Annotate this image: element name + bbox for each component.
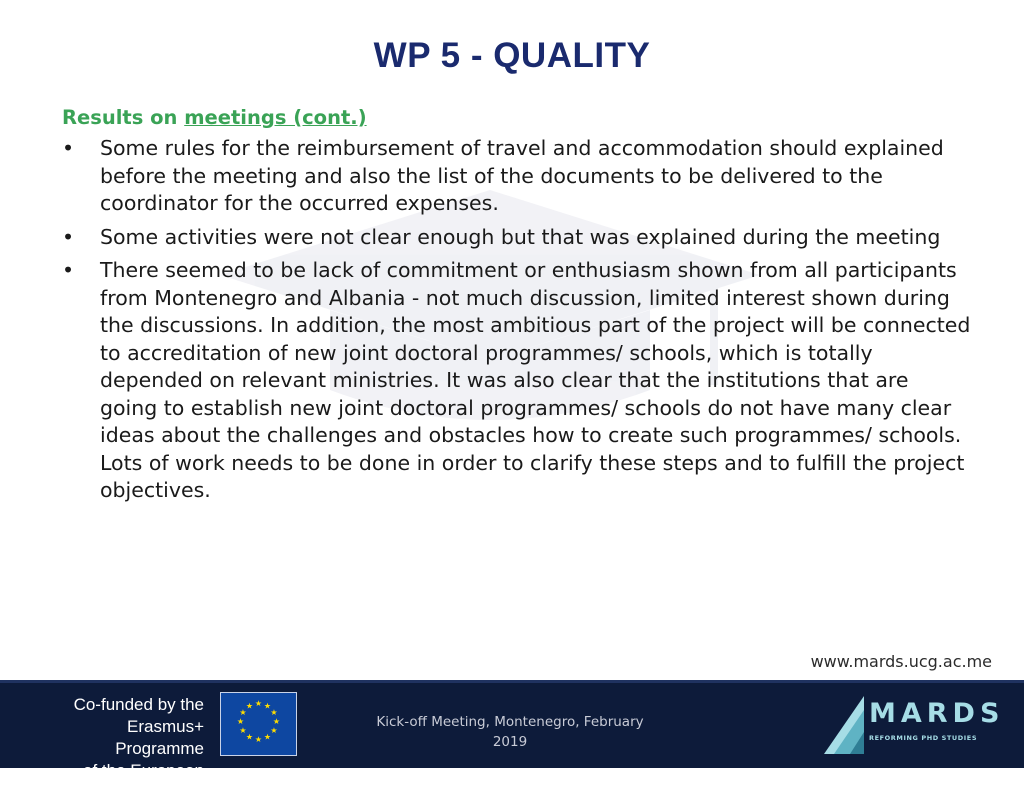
bullet-dot: •: [62, 136, 75, 160]
cofunded-line: Erasmus+ Programme: [115, 717, 204, 758]
bullet-dot: •: [62, 258, 75, 282]
svg-text:★: ★: [245, 732, 254, 742]
cofunded-line: of the European Union: [83, 761, 204, 802]
footer-bar: [0, 680, 1024, 802]
svg-text:★: ★: [272, 717, 281, 726]
slide-content: [62, 104, 972, 511]
section-subtitle: [62, 104, 972, 131]
svg-text:★: ★: [254, 699, 263, 708]
bullet-text: Some activities were not clear enough but that was explained during the meeting: [100, 224, 941, 249]
svg-text:★: ★: [263, 701, 272, 711]
eu-flag-icon: [220, 692, 297, 756]
bullet-text: There seemed to be lack of commitment or enthusiasm shown from all participants from Montenegro and Albania - not much discussion, limited interest shown during the discussions. In addition, the most ambitious part of the project will be connected to accreditation of new joint doctoral programmes/ schools, which is totally depended on relevant ministries. It was also clear that the institutions that are going to establish new joint doctoral programmes/ schools do not have many clear ideas about the challenges and obstacles how to create such programmes/ schools. Lots of work needs to be done in order to clarify these steps and to fulfill the project objectives.: [100, 258, 971, 502]
event-caption: [360, 712, 660, 752]
footer-stripe: [0, 680, 1024, 683]
bullet-dot: •: [62, 224, 75, 249]
event-line: Kick-off Meeting, Montenegro, February: [376, 714, 644, 730]
slide-title: WP 5 - QUALITY: [373, 36, 651, 75]
event-line: 2019: [492, 734, 528, 750]
bullet-text: Some rules for the reimbursement of travel and accommodation should explained before the meeting and also the list of the documents to be delivered to the coordinator for the occurred expenses.: [100, 136, 944, 215]
bullet-list: [62, 135, 972, 505]
mards-logo-tagline: REFORMING PHD STUDIES: [869, 734, 978, 742]
cofunded-text: [34, 694, 204, 804]
bullet-item: [62, 135, 972, 218]
bullet-item: [62, 257, 972, 505]
svg-text:★: ★: [245, 701, 254, 711]
svg-text:★: ★: [270, 708, 278, 717]
svg-text:★: ★: [239, 708, 247, 717]
website-url[interactable]: www.mards.ucg.ac.me: [810, 652, 992, 671]
cofunded-line: Co-funded by the: [73, 695, 204, 714]
bullet-item: [62, 224, 972, 252]
svg-text:★: ★: [254, 735, 263, 744]
subtitle-prefix: Results on: [62, 106, 185, 129]
svg-text:★: ★: [236, 717, 245, 726]
svg-text:★: ★: [239, 726, 247, 735]
svg-text:★: ★: [270, 726, 278, 735]
svg-text:★: ★: [263, 732, 272, 742]
meetings-link[interactable]: meetings (cont.): [184, 106, 367, 129]
mards-logo-text: MARDS: [869, 698, 1005, 729]
